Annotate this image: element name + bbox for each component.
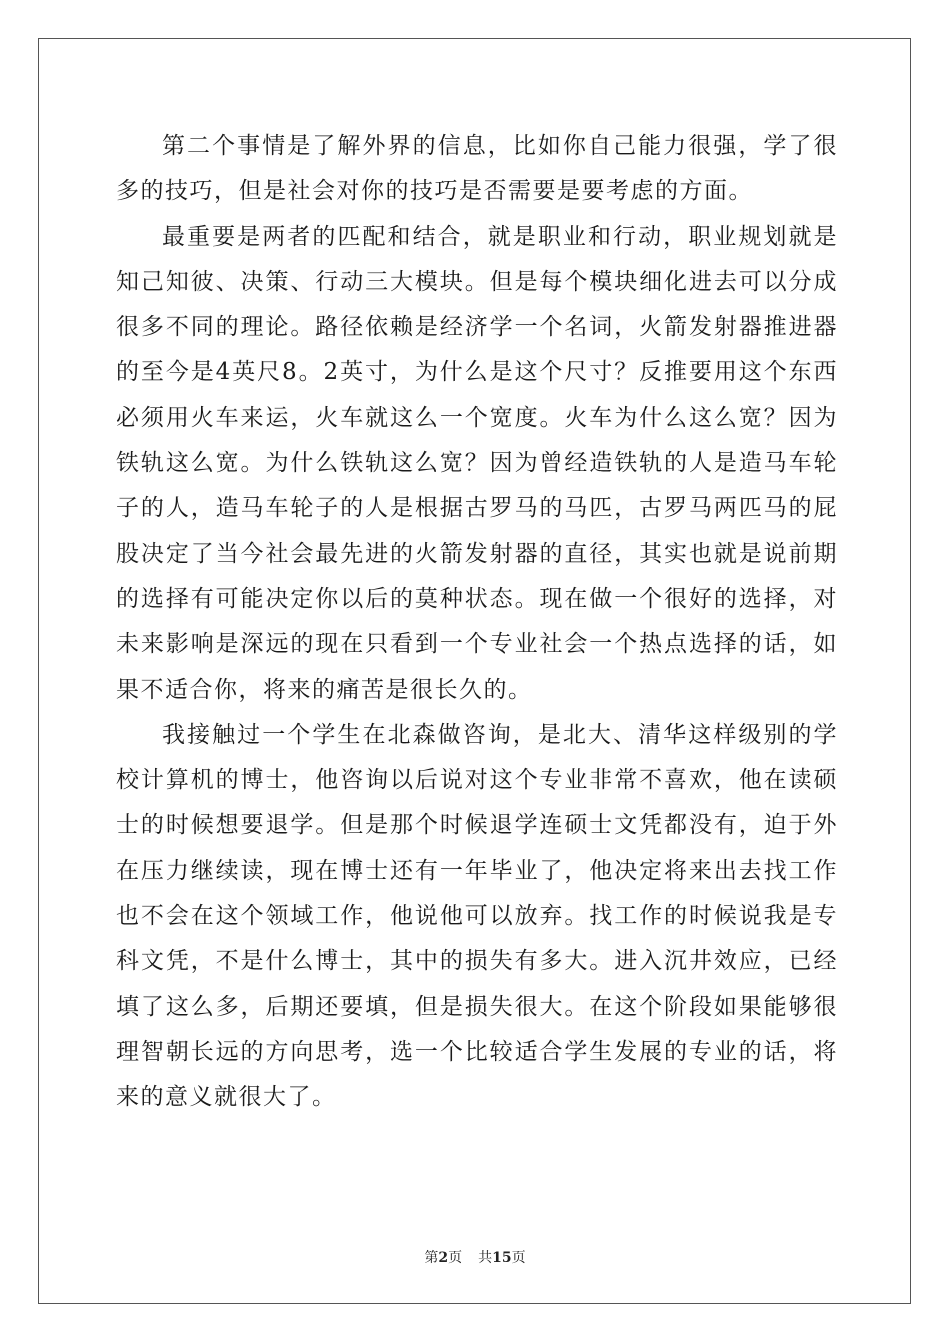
page-footer: [0, 1248, 950, 1268]
paragraph: 第二个事情是了解外界的信息，比如你自己能力很强，学了很多的技巧，但是社会对你的技巧是否需要是要考虑的方面。: [116, 133, 838, 205]
paragraph: 最重要是两者的匹配和结合，就是职业和行动，职业规划就是知己知彼、决策、行动三大模块。但是每个模块细化进去可以分成很多不同的理论。路径依赖是经济学一个名词，火箭发射器推进器的至今是4英尺8。2英寸，为什么是这个尺寸？反推要用这个东西必须用火车来运，火车就这么一个宽度。火车为什么这么宽？因为铁轨这么宽。为什么铁轨这么宽？因为曾经造铁轨的人是造马车轮子的人，造马车轮子的人是根据古罗马的马匹，古罗马两匹马的屁股决定了当今社会最先进的火箭发射器的直径，其实也就是说前期的选择有可能决定你以后的莫种状态。现在做一个很好的选择，对未来影响是深远的现在只看到一个专业社会一个热点选择的话，如果不适合你，将来的痛苦是很长久的。: [116, 223, 838, 703]
page-total: 共15页: [478, 1250, 526, 1266]
document-body: [116, 124, 838, 1121]
page-number: 第2页: [424, 1250, 463, 1266]
paragraph: 我接触过一个学生在北森做咨询，是北大、清华这样级别的学校计算机的博士，他咨询以后说对这个专业非常不喜欢，他在读硕士的时候想要退学。但是那个时候退学连硕士文凭都没有，迫于外在压力继续读，现在博士还有一年毕业了，他决定将来出去找工作也不会在这个领域工作，他说他可以放弃。找工作的时候说我是专科文凭，不是什么博士，其中的损失有多大。进入沉井效应，已经填了这么多，后期还要填，但是损失很大。在这个阶段如果能够很理智朝长远的方向思考，选一个比较适合学生发展的专业的话，将来的意义就很大了。: [116, 721, 838, 1111]
